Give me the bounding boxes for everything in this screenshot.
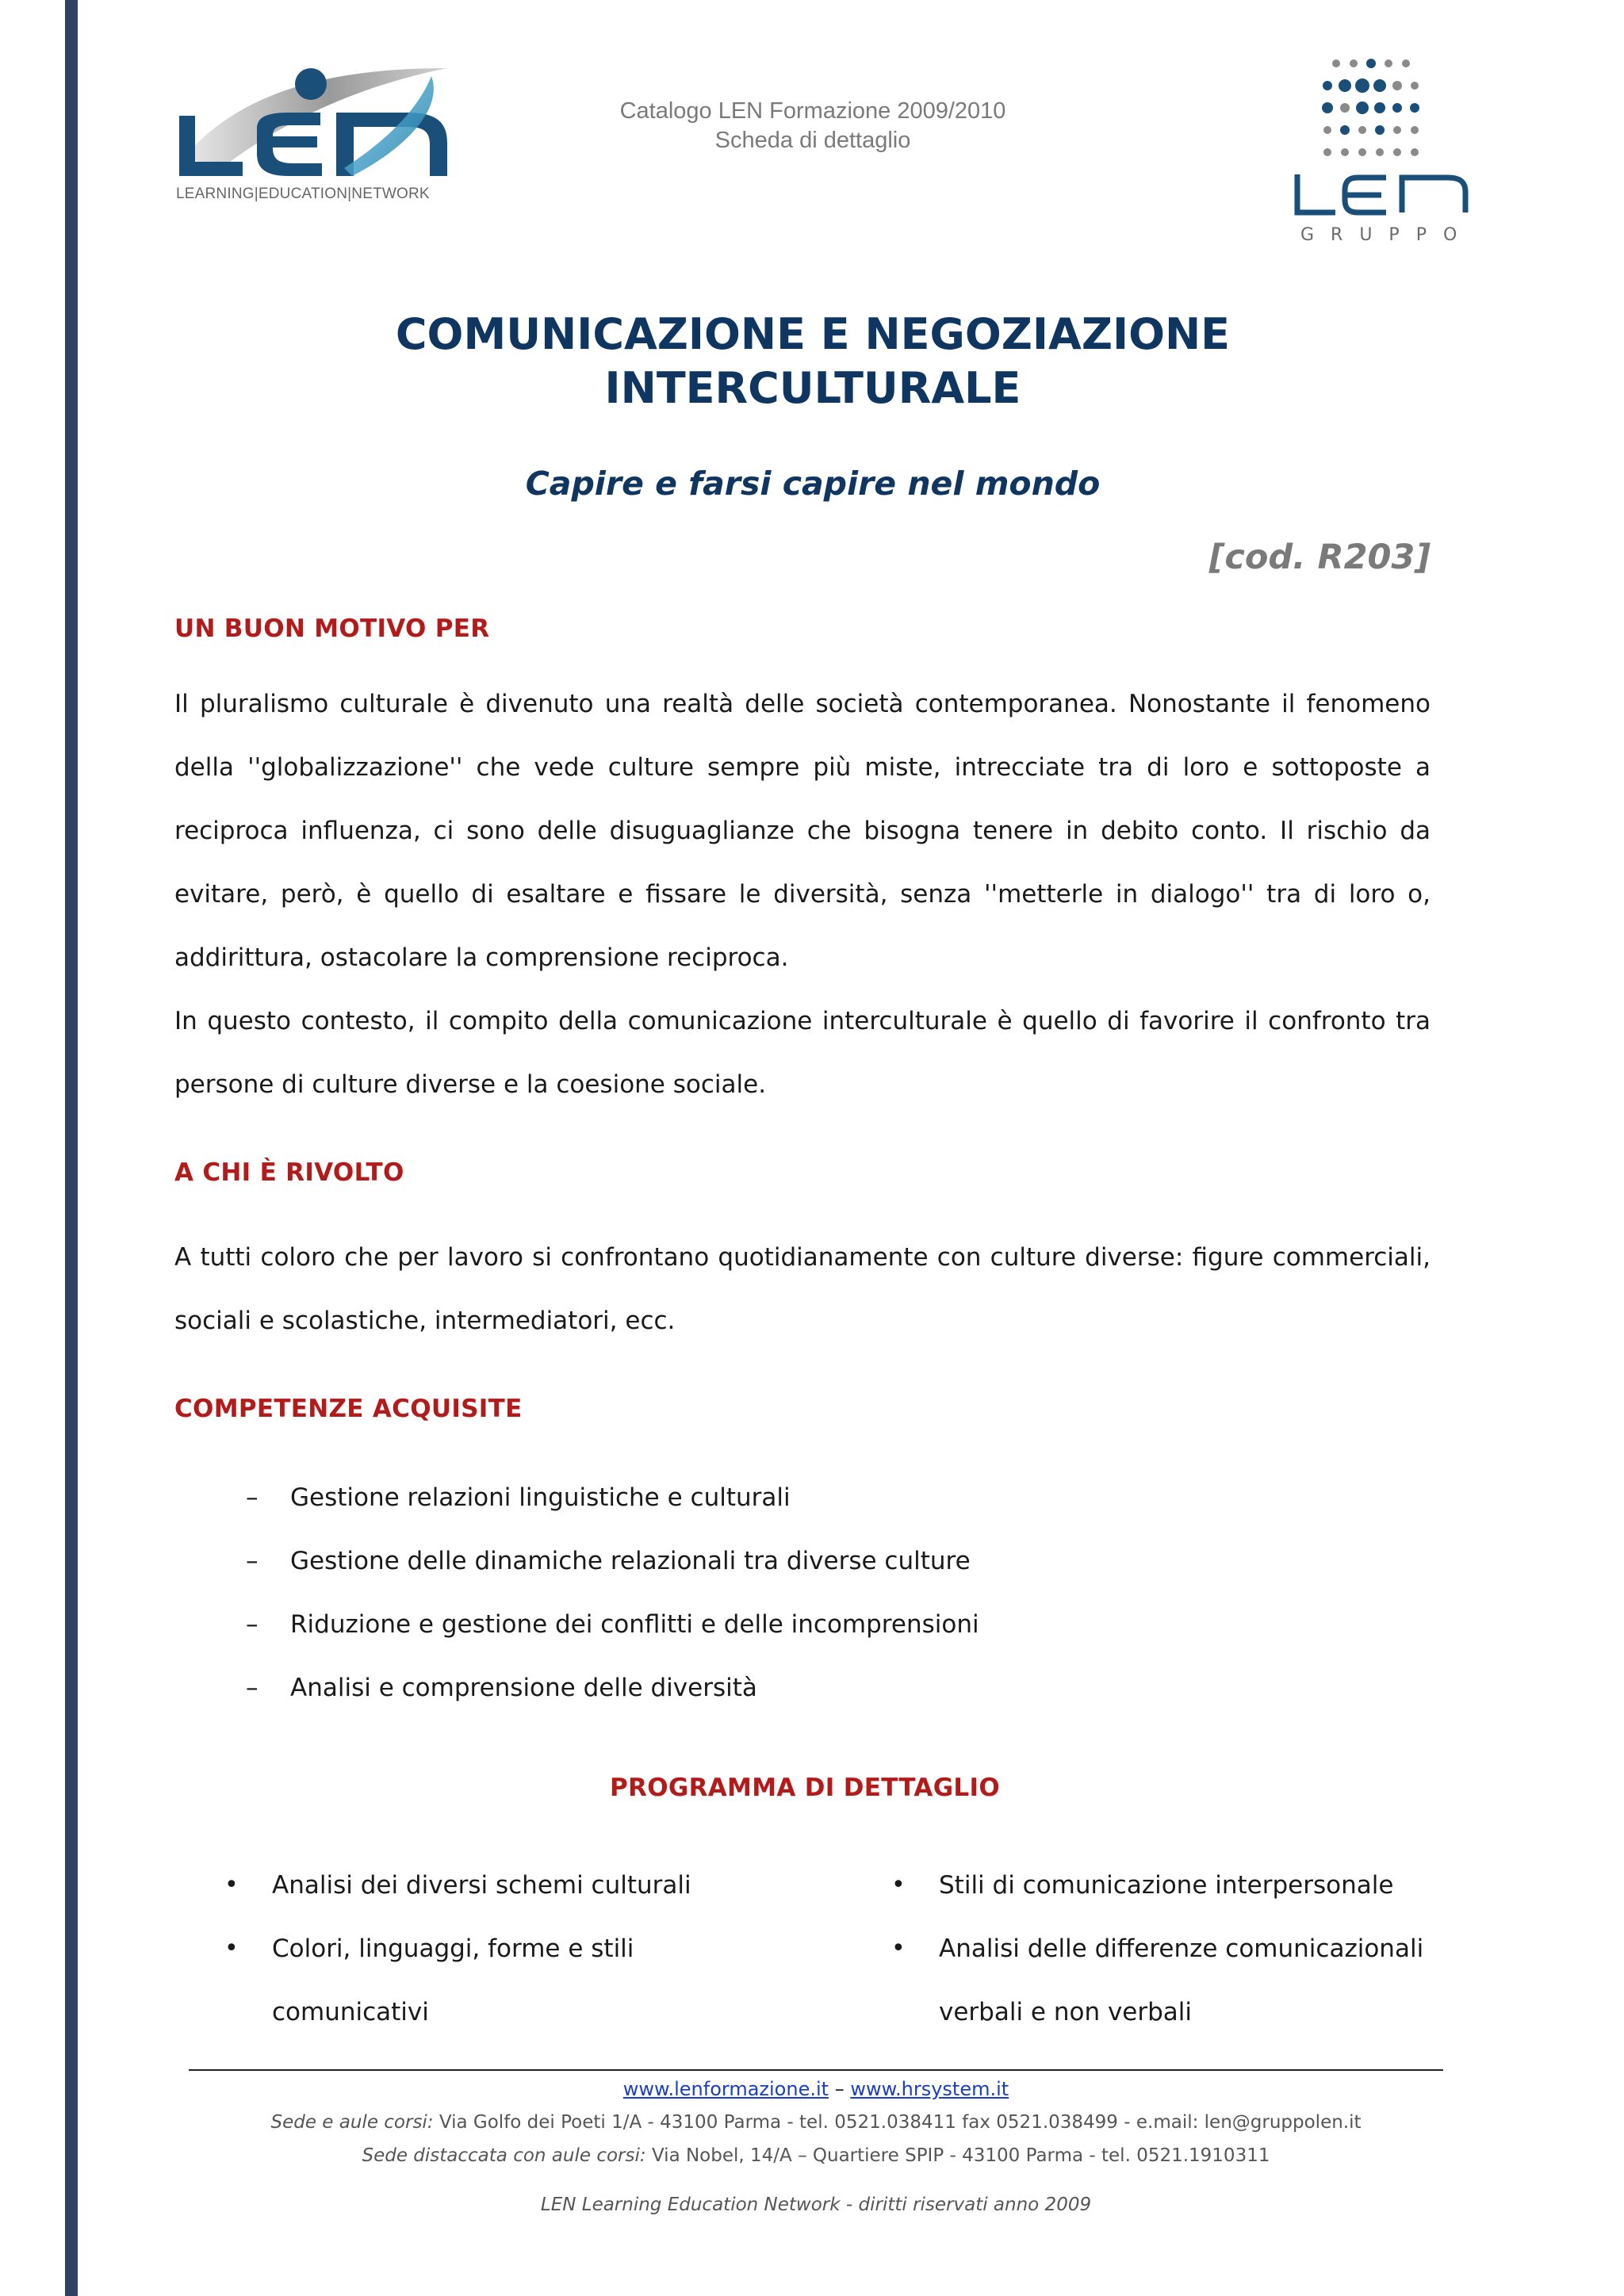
bullet-marker: • [891,1871,906,1899]
dash-marker: – [246,1547,259,1575]
len-logo-tagline: LEARNING|EDUCATION|NETWORK [176,186,430,202]
list-item-text: Colori, linguaggi, forme e stili comunicativi [272,1934,634,2026]
sede-text: Via Golfo dei Poeti 1/A - 43100 Parma - tel. 0521.038411 fax 0521.038499 - e.mail: len@gruppolen.it [433,2112,1362,2133]
lenformazione-link[interactable]: www.lenformazione.it [622,2078,829,2100]
len-logo-mark [170,60,460,187]
list-item [224,1917,668,2044]
course-title-line2: INTERCULTURALE [604,363,1021,413]
footer-rights [189,2191,1443,2218]
footer-links [189,2076,1443,2103]
heading-programma: PROGRAMMA DI DETTAGLIO [610,1774,1000,1802]
list-item [238,1529,979,1593]
list-item [238,1466,979,1529]
gruppo-caption: GRUPPO [1300,225,1474,245]
list-item-text: Gestione delle dinamiche relazionali tra diverse culture [290,1547,971,1575]
dash-marker: – [246,1674,259,1702]
list-item [891,1854,1407,1917]
dash-marker: – [246,1610,259,1639]
heading-motivo: UN BUON MOTIVO PER [174,614,490,643]
list-item-text: Gestione relazioni linguistiche e culturali [290,1483,791,1512]
competenze-list [238,1466,979,1720]
list-item-text: Analisi delle differenze comunicazionali verbali e non verbali [939,1934,1424,2026]
programma-right-column [891,1854,1424,2044]
list-item-text: Analisi dei diversi schemi culturali [272,1871,691,1900]
paragraph-motivo-1: Il pluralismo culturale è divenuto una realtà delle società contemporanea. Nonostante il fenomeno della ''globalizzazione'' che vede culture sempre più miste, intrecciate tra di loro e sottoposte a reciproca influenza, ci sono delle disuguaglianze che bisogna tenere in debito conto. Il rischio da evitare, però, è quello di esaltare e fissare le diversità, senza ''metterle in dialogo'' tra di loro o, addirittura, ostacolare la comprensione reciproca. [174,690,1431,972]
course-title-line1: COMUNICAZIONE E NEGOZIAZIONE [395,309,1231,359]
len-gruppo-logo [1293,55,1475,254]
list-item-text: Riduzione e gestione dei conflitti e delle incomprensioni [290,1610,979,1639]
paragraph-rivolto: A tutti coloro che per lavoro si confrontano quotidianamente con culture diverse: figure commerciali, sociali e scolastiche, intermediatori, ecc. [174,1243,1431,1335]
paragraph-motivo-2: In questo contesto, il compito della comunicazione interculturale è quello di favorire il confronto tra persone di culture diverse e la coesione sociale. [174,1007,1431,1099]
sede-label: Sede e aule corsi: [270,2112,434,2133]
dash-marker: – [246,1483,259,1512]
bullet-marker: • [224,1934,239,1962]
hrsystem-link[interactable]: www.hrsystem.it [850,2078,1009,2100]
catalog-title: Catalogo LEN Formazione 2009/2010 [619,98,1006,124]
programma-left-column [224,1854,740,2044]
catalog-header [555,97,1071,155]
footer-sede [189,2109,1443,2136]
course-subtitle: Capire e farsi capire nel mondo [525,465,1101,503]
list-item [224,1854,740,1917]
link-separator: – [829,2078,851,2100]
list-item-text: Analisi e comprensione delle diversità [290,1674,757,1702]
distaccata-text: Via Nobel, 14/A – Quartiere SPIP - 43100 Parma - tel. 0521.1910311 [645,2145,1270,2166]
distaccata-label: Sede distaccata con aule corsi: [362,2145,646,2166]
heading-rivolto: A CHI È RIVOLTO [174,1158,404,1187]
course-code: [cod. R203] [1208,538,1431,577]
footer-sede-distaccata [189,2142,1443,2169]
list-item [238,1656,979,1720]
bullet-marker: • [891,1934,906,1962]
course-title [190,308,1435,415]
catalog-subtitle: Scheda di dettaglio [714,128,911,153]
footer-divider [189,2069,1443,2071]
len-logo [170,60,460,208]
bullet-marker: • [224,1871,239,1899]
rights-text: LEN Learning Education Network - diritti riservati anno 2009 [540,2195,1092,2215]
left-margin-bar [65,0,78,2296]
list-item-text: Stili di comunicazione interpersonale [939,1871,1394,1900]
heading-competenze: COMPETENZE ACQUISITE [174,1395,523,1423]
list-item [238,1593,979,1656]
list-item [891,1917,1431,2044]
dot-grid-mark [1293,55,1475,222]
